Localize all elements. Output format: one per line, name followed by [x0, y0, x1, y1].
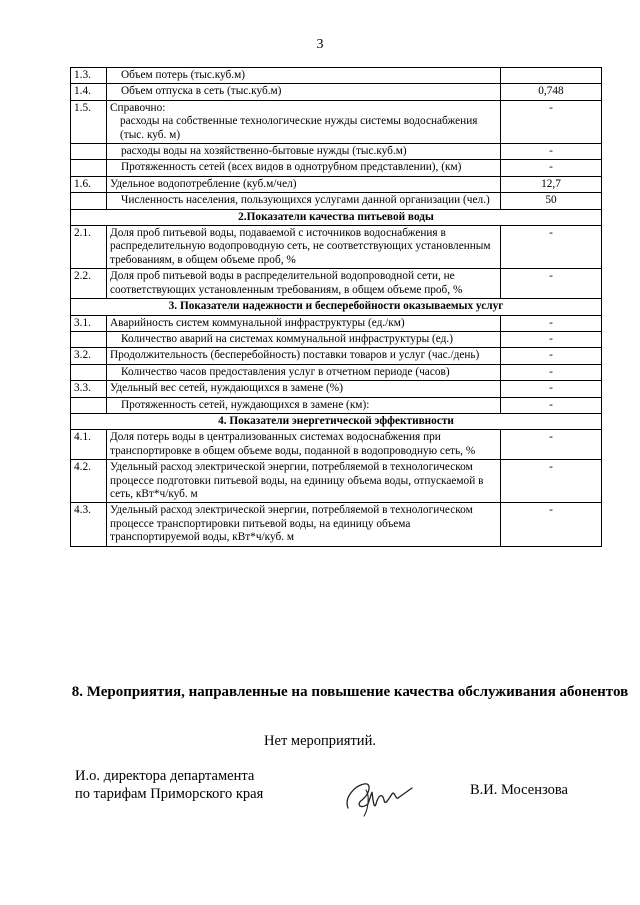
row-name: Объем отпуска в сеть (тыс.куб.м): [107, 84, 501, 100]
row-value: -: [501, 430, 602, 460]
row-name: Продолжительность (бесперебойность) поставки товаров и услуг (час./день): [107, 348, 501, 364]
row-value: 0,748: [501, 84, 602, 100]
row-number: 3.3.: [71, 381, 107, 397]
row-value: 12,7: [501, 176, 602, 192]
table-row: [71, 269, 602, 299]
row-value: -: [501, 348, 602, 364]
row-number: 1.5.: [71, 100, 107, 143]
row-value: -: [501, 331, 602, 347]
row-number: 2.1.: [71, 226, 107, 269]
row-name: [107, 100, 501, 143]
row-name: Доля проб питьевой воды в распределительной водопроводной сети, не соответствующих установленным требованиям, в общем объеме проб, %: [107, 269, 501, 299]
row-number: 4.1.: [71, 430, 107, 460]
row-value: -: [501, 364, 602, 380]
section-row: [71, 209, 602, 225]
table-row: [71, 68, 602, 84]
table-row: [71, 348, 602, 364]
row-number: 1.6.: [71, 176, 107, 192]
row-value: -: [501, 315, 602, 331]
signer-position-line: И.о. директора департамента: [75, 768, 255, 784]
row-number: [71, 193, 107, 209]
table-row: [71, 315, 602, 331]
row-number: 4.2.: [71, 460, 107, 503]
section-8-title: 8. Мероприятия, направленные на повышение качества обслуживания абонентов: [71, 684, 629, 700]
row-value: -: [501, 226, 602, 269]
row-value: -: [501, 503, 602, 546]
indicators-table: [70, 67, 602, 547]
row-name: Удельный расход электрической энергии, потребляемой в технологическом процессе подготовки питьевой воды, на единицу объема воды, отпускаемой в сеть, кВт*ч/куб. м: [107, 460, 501, 503]
row-value: -: [501, 381, 602, 397]
row-number: [71, 397, 107, 413]
row-name: Количество аварий на системах коммунальной инфраструктуры (ед.): [107, 331, 501, 347]
signer-position-line: по тарифам Приморского края: [75, 786, 264, 802]
section-heading: 4. Показатели энергетической эффективности: [71, 413, 602, 429]
table-row: [71, 381, 602, 397]
table-row: [71, 331, 602, 347]
section-row: [71, 299, 602, 315]
row-value: -: [501, 460, 602, 503]
row-value: -: [501, 160, 602, 176]
row-number: [71, 160, 107, 176]
row-number: 1.3.: [71, 68, 107, 84]
row-name: Численность населения, пользующихся услугами данной организации (чел.): [107, 193, 501, 209]
table-row: [71, 364, 602, 380]
no-measures-text: Нет мероприятий.: [264, 733, 376, 749]
row-number: 1.4.: [71, 84, 107, 100]
row-value: -: [501, 100, 602, 143]
row-name: Количество часов предоставления услуг в отчетном периоде (часов): [107, 364, 501, 380]
row-name-heading: Справочно:: [110, 101, 166, 114]
table-row: [71, 144, 602, 160]
page-number: 3: [316, 37, 324, 52]
table-row: [71, 397, 602, 413]
row-name: Удельный вес сетей, нуждающихся в замене (%): [107, 381, 501, 397]
table-row: [71, 226, 602, 269]
table-row: [71, 193, 602, 209]
row-number: 3.2.: [71, 348, 107, 364]
table-row: [71, 100, 602, 143]
row-value: -: [501, 144, 602, 160]
signer-name: В.И. Мосензова: [470, 782, 568, 798]
row-name: Протяженность сетей, нуждающихся в замене (км):: [107, 397, 501, 413]
table-row: [71, 430, 602, 460]
row-value: [501, 68, 602, 84]
row-name: Доля потерь воды в централизованных системах водоснабжения при транспортировке в общем объеме воды, поданной в водопроводную сеть, %: [107, 430, 501, 460]
row-number: 2.2.: [71, 269, 107, 299]
table-row: [71, 176, 602, 192]
signer-position: [75, 767, 263, 803]
row-name: Удельное водопотребление (куб.м/чел): [107, 176, 501, 192]
table-row: [71, 460, 602, 503]
row-value: -: [501, 269, 602, 299]
section-row: [71, 413, 602, 429]
handwritten-signature: [340, 770, 420, 820]
row-number: [71, 144, 107, 160]
section-heading: 2.Показатели качества питьевой воды: [71, 209, 602, 225]
row-name: Объем потерь (тыс.куб.м): [107, 68, 501, 84]
row-name: расходы воды на хозяйственно-бытовые нужды (тыс.куб.м): [107, 144, 501, 160]
table-row: [71, 160, 602, 176]
row-name: Удельный расход электрической энергии, потребляемой в технологическом процессе транспортировки питьевой воды, на единицу объема транспортируемой воды, кВт*ч/куб. м: [107, 503, 501, 546]
row-name: Аварийность систем коммунальной инфраструктуры (ед./км): [107, 315, 501, 331]
row-name-sub: расходы на собственные технологические нужды системы водоснабжения (тыс. куб. м): [120, 115, 478, 141]
row-number: 3.1.: [71, 315, 107, 331]
row-value: 50: [501, 193, 602, 209]
row-number: [71, 364, 107, 380]
table-row: [71, 84, 602, 100]
row-number: [71, 331, 107, 347]
table-row: [71, 503, 602, 546]
section-heading: 3. Показатели надежности и бесперебойности оказываемых услуг: [71, 299, 602, 315]
row-name: Протяженность сетей (всех видов в однотрубном представлении), (км): [107, 160, 501, 176]
row-name: Доля проб питьевой воды, подаваемой с источников водоснабжения в распределительную водопроводную сеть, не соответствующих установленным требованиям, в общем объеме проб, %: [107, 226, 501, 269]
row-number: 4.3.: [71, 503, 107, 546]
row-value: -: [501, 397, 602, 413]
